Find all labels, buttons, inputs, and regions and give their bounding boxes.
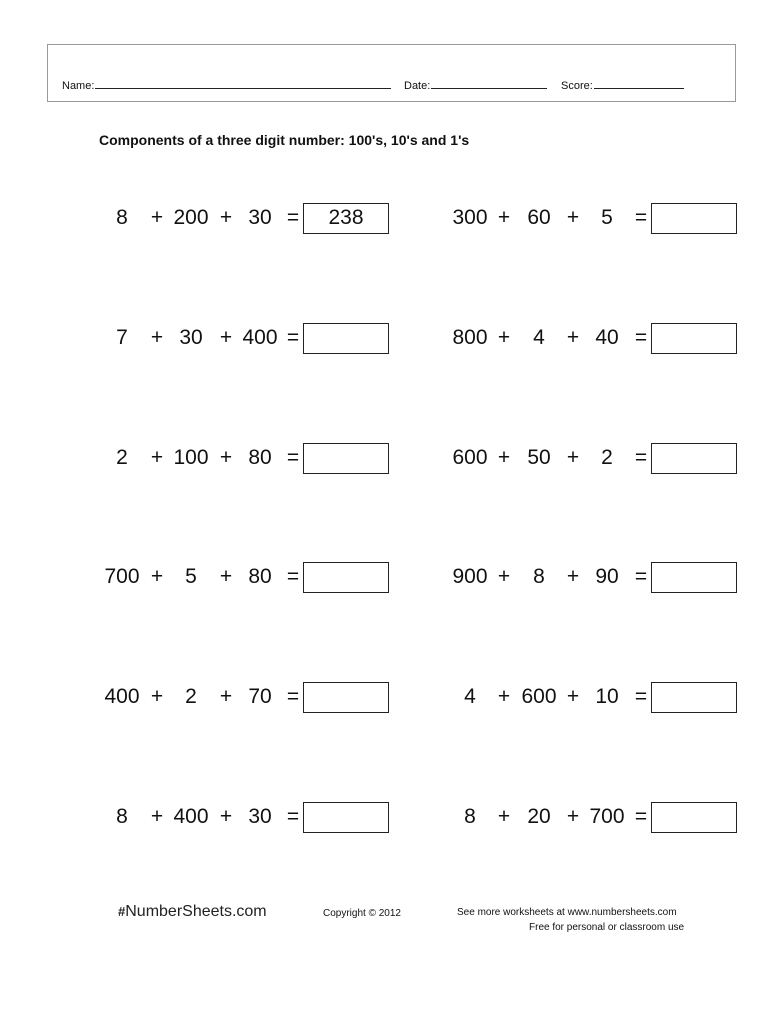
addend-3: 700: [589, 805, 625, 828]
plus-sign: +: [497, 446, 511, 469]
equals-sign: =: [634, 326, 648, 349]
plus-sign: +: [497, 326, 511, 349]
addend-3: 80: [248, 565, 272, 588]
answer-box[interactable]: [303, 562, 389, 593]
addend-2: 50: [527, 446, 551, 469]
addend-3: 80: [248, 446, 272, 469]
score-field[interactable]: [561, 79, 684, 92]
addend-2: 200: [173, 206, 209, 229]
score-line[interactable]: [594, 79, 684, 89]
plus-sign: +: [150, 565, 164, 588]
addend-1: 4: [464, 685, 476, 708]
addend-2: 60: [527, 206, 551, 229]
plus-sign: +: [566, 446, 580, 469]
equals-sign: =: [634, 565, 648, 588]
plus-sign: +: [566, 206, 580, 229]
addend-1: 600: [452, 446, 488, 469]
addend-2: 4: [533, 326, 545, 349]
plus-sign: +: [497, 685, 511, 708]
worksheet-title: Components of a three digit number: 100's, 10's and 1's: [99, 132, 470, 148]
addend-1: 800: [452, 326, 488, 349]
plus-sign: +: [150, 446, 164, 469]
date-field[interactable]: [404, 79, 547, 92]
equals-sign: =: [286, 446, 300, 469]
addend-1: 8: [464, 805, 476, 828]
addend-3: 400: [242, 326, 278, 349]
free-use-text: Free for personal or classroom use: [529, 922, 685, 933]
equals-sign: =: [286, 805, 300, 828]
addend-3: 30: [248, 805, 272, 828]
addend-3: 10: [595, 685, 619, 708]
addend-1: 7: [116, 326, 128, 349]
plus-sign: +: [150, 805, 164, 828]
plus-sign: +: [566, 326, 580, 349]
plus-sign: +: [219, 326, 233, 349]
name-label: Name:: [62, 80, 95, 92]
addend-3: 70: [248, 685, 272, 708]
logo-text: NumberSheets.com: [125, 903, 267, 920]
answer-box[interactable]: [651, 562, 737, 593]
addend-1: 8: [116, 805, 128, 828]
equals-sign: =: [286, 326, 300, 349]
answer-box[interactable]: [651, 443, 737, 474]
addend-2: 2: [185, 685, 197, 708]
equals-sign: =: [634, 805, 648, 828]
addend-1: 700: [104, 565, 140, 588]
addend-3: 2: [601, 446, 613, 469]
answer-box[interactable]: [651, 323, 737, 354]
equals-sign: =: [286, 565, 300, 588]
plus-sign: +: [497, 206, 511, 229]
plus-sign: +: [566, 685, 580, 708]
plus-sign: +: [566, 805, 580, 828]
score-label: Score:: [561, 80, 593, 92]
date-line[interactable]: [431, 79, 547, 89]
answer-box[interactable]: [303, 323, 389, 354]
answer-box[interactable]: [303, 802, 389, 833]
addend-3: 30: [248, 206, 272, 229]
addend-1: 2: [116, 446, 128, 469]
plus-sign: +: [219, 685, 233, 708]
addend-2: 30: [179, 326, 203, 349]
plus-sign: +: [150, 326, 164, 349]
addend-2: 8: [533, 565, 545, 588]
equals-sign: =: [286, 206, 300, 229]
addend-3: 90: [595, 565, 619, 588]
addend-2: 100: [173, 446, 209, 469]
header-box: [47, 44, 736, 102]
answer-box[interactable]: 238: [303, 203, 389, 234]
copyright-text: Copyright © 2012: [323, 908, 401, 919]
answer-box[interactable]: [303, 443, 389, 474]
name-field[interactable]: [62, 79, 391, 92]
more-worksheets-text: See more worksheets at www.numbersheets.com: [457, 907, 677, 918]
answer-box[interactable]: [651, 802, 737, 833]
equals-sign: =: [634, 206, 648, 229]
addend-2: 5: [185, 565, 197, 588]
equals-sign: =: [634, 446, 648, 469]
plus-sign: +: [219, 446, 233, 469]
equals-sign: =: [634, 685, 648, 708]
addend-3: 5: [601, 206, 613, 229]
addend-3: 40: [595, 326, 619, 349]
plus-sign: +: [219, 805, 233, 828]
plus-sign: +: [497, 805, 511, 828]
plus-sign: +: [497, 565, 511, 588]
date-label: Date:: [404, 80, 431, 92]
answer-box[interactable]: [303, 682, 389, 713]
equals-sign: =: [286, 685, 300, 708]
plus-sign: +: [566, 565, 580, 588]
answer-box[interactable]: [651, 682, 737, 713]
addend-2: 20: [527, 805, 551, 828]
plus-sign: +: [150, 685, 164, 708]
plus-sign: +: [219, 206, 233, 229]
logo-mark: #: [118, 904, 125, 919]
addend-1: 400: [104, 685, 140, 708]
answer-box[interactable]: [651, 203, 737, 234]
plus-sign: +: [150, 206, 164, 229]
addend-2: 400: [173, 805, 209, 828]
addend-1: 900: [452, 565, 488, 588]
numbersheets-logo: [118, 903, 267, 921]
plus-sign: +: [219, 565, 233, 588]
addend-1: 8: [116, 206, 128, 229]
addend-2: 600: [521, 685, 557, 708]
addend-1: 300: [452, 206, 488, 229]
name-line[interactable]: [95, 79, 391, 89]
